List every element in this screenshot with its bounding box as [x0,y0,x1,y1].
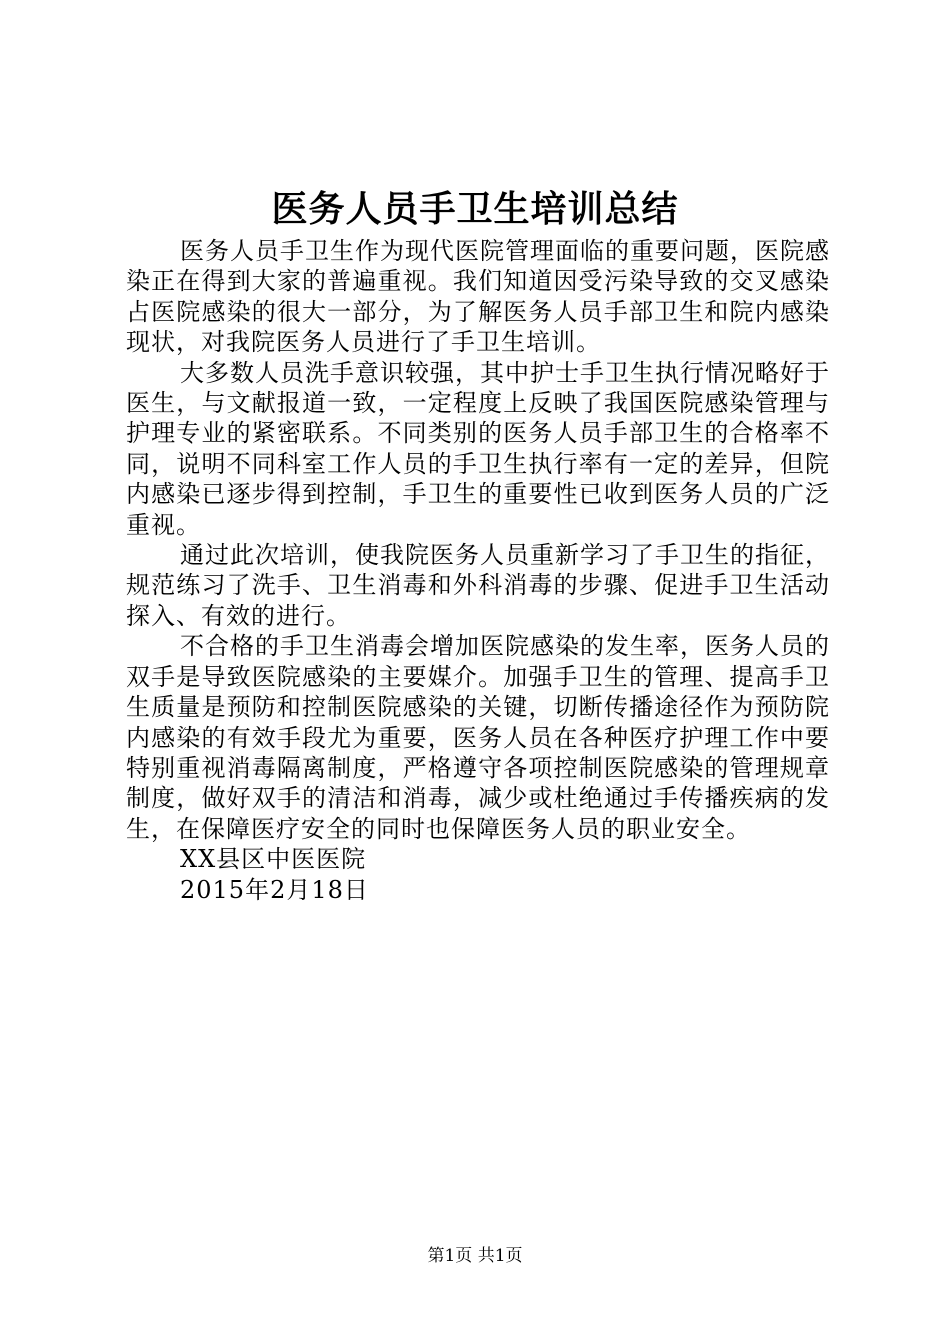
paragraph-2: 大多数人员洗手意识较强，其中护士手卫生执行情况略好于医生，与文献报道一致，一定程度上反映了我国医院感染管理与护理专业的紧密联系。不同类别的医务人员手部卫生的合格率不同，说明不同科室工作人员的手卫生执行率有一定的差异，但院内感染已逐步得到控制，手卫生的重要性已收到医务人员的广泛重视。 [126,358,830,539]
paragraph-3: 通过此次培训，使我院医务人员重新学习了手卫生的指征，规范练习了洗手、卫生消毒和外科消毒的步骤、促进手卫生活动探入、有效的进行。 [126,541,830,630]
paragraph-1: 医务人员手卫生作为现代医院管理面临的重要问题，医院感染正在得到大家的普遍重视。我们知道因受污染导致的交叉感染占医院感染的很大一部分，为了解医务人员手部卫生和院内感染现状，对我院医务人员进行了手卫生培训。 [126,237,830,357]
signature-date: 2015年2月18日 [180,875,369,904]
paragraph-4: 不合格的手卫生消毒会增加医院感染的发生率，医务人员的双手是导致医院感染的主要媒介。加强手卫生的管理、提高手卫生质量是预防和控制医院感染的关键，切断传播途径作为预防院内感染的有效手段尤为重要，医务人员在各种医疗护理工作中要特别重视消毒隔离制度，严格遵守各项控制医院感染的管理规章制度，做好双手的清洁和消毒，减少或杜绝通过手传播疾病的发生，在保障医疗安全的同时也保障医务人员的职业安全。 [126,632,830,843]
document-body [126,236,830,905]
signature-organization: XX县区中医医院 [180,845,367,874]
page-footer: 第1页 共1页 [427,1246,523,1266]
document-title: 医务人员手卫生培训总结 [271,188,679,230]
